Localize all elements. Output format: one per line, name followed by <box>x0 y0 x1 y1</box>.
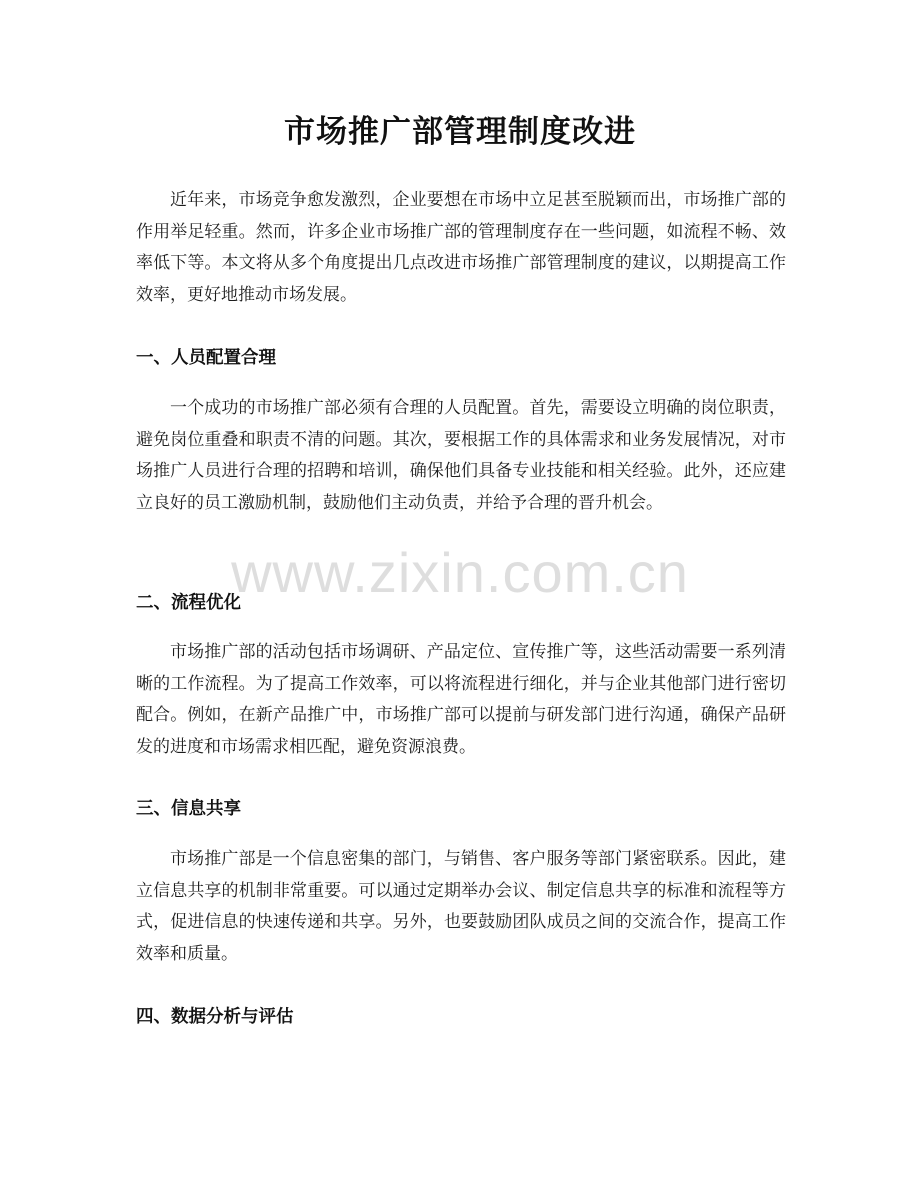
section-heading-data-analysis: 四、数据分析与评估 <box>136 1007 294 1027</box>
section-heading-info-sharing: 三、信息共享 <box>136 799 241 819</box>
section-body-info-sharing: 市场推广部是一个信息密集的部门，与销售、客户服务等部门紧密联系。因此，建立信息共享的机制非常重要。可以通过定期举办会议、制定信息共享的标准和流程等方式，促进信息的快速传递和共享。另外，也要鼓励团队成员之间的交流合作，提高工作效率和质量。 <box>136 849 786 964</box>
section-body-process: 市场推广部的活动包括市场调研、产品定位、宣传推广等，这些活动需要一系列清晰的工作流程。为了提高工作效率，可以将流程进行细化，并与企业其他部门进行密切配合。例如，在新产品推广中，市场推广部可以提前与研发部门进行沟通，确保产品研发的进度和市场需求相匹配，避免资源浪费。 <box>136 642 786 757</box>
section-heading-staffing: 一、人员配置合理 <box>136 348 276 368</box>
watermark: www.zixin.com.cn <box>231 541 689 604</box>
section-heading-process: 二、流程优化 <box>136 593 241 613</box>
document-title: 市场推广部管理制度改进 <box>284 114 636 150</box>
intro-paragraph: 近年来，市场竞争愈发激烈，企业要想在市场中立足甚至脱颖而出，市场推广部的作用举足轻重。然而，许多企业市场推广部的管理制度存在一些问题，如流程不畅、效率低下等。本文将从多个角度提出几点改进市场推广部管理制度的建议，以期提高工作效率，更好地推动市场发展。 <box>136 190 786 305</box>
section-body-staffing: 一个成功的市场推广部必须有合理的人员配置。首先，需要设立明确的岗位职责，避免岗位重叠和职责不清的问题。其次，要根据工作的具体需求和业务发展情况，对市场推广人员进行合理的招聘和培训，确保他们具备专业技能和相关经验。此外，还应建立良好的员工激励机制，鼓励他们主动负责，并给予合理的晋升机会。 <box>136 398 786 513</box>
